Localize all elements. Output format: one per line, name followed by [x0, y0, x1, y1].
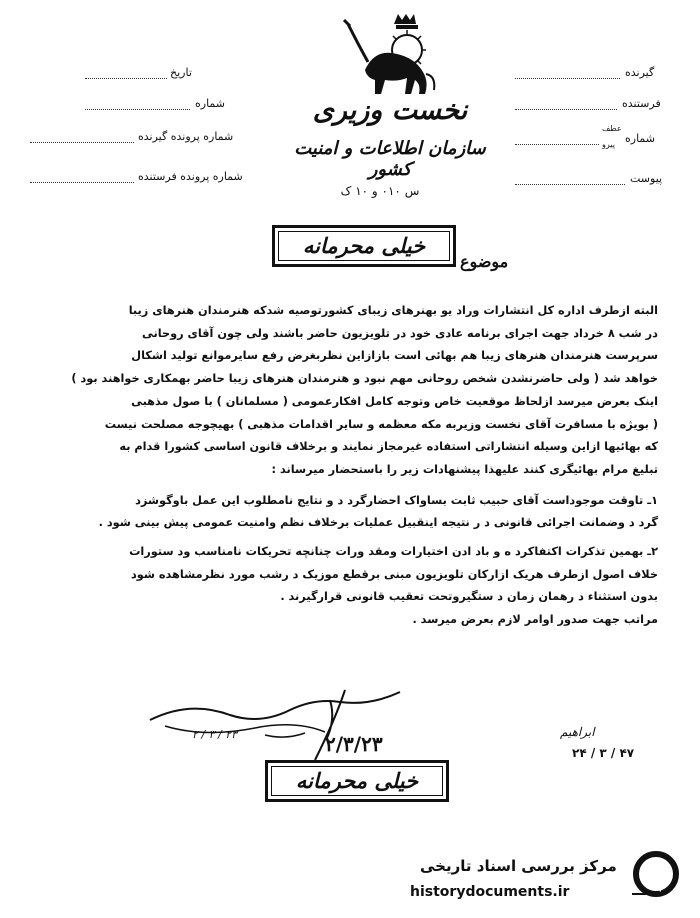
number-line [85, 109, 190, 110]
body-line: در شب ۸ خرداد جهت اجرای برنامه عادی خود در تلویزیون حاضر باشند ولی چون آقای روحانی [142, 326, 658, 340]
lion-and-sun-emblem [330, 12, 440, 102]
signature-right-date: ۲۴ / ۳ / ۴۷ [572, 746, 635, 760]
org-subtitle: سازمان اطلاعات و امنیت کشور [294, 138, 486, 180]
sender-line [515, 109, 617, 110]
watermark-name: مرکز بررسی اسناد تاریخی [420, 857, 617, 875]
signature-scribble [145, 680, 445, 770]
watermark-logo-icon [624, 850, 684, 900]
date-label: تاریخ [170, 66, 192, 79]
recipient-file-number-line [30, 142, 134, 143]
body-line: بدون استثناء د رهمان زمان د ستگیروتحت تعقیب قانونی قرارگیرند . [280, 590, 658, 604]
signature-right-note: ابراهیم [560, 725, 595, 739]
ref-number-label: شماره [625, 132, 656, 145]
number-label: شماره [195, 97, 226, 110]
classification-stamp-bottom-text: خیلی محرمانه [271, 766, 443, 796]
recipient-line [515, 78, 620, 79]
ref-peyro-label: پیرو [602, 140, 615, 149]
body-line: ( بویژه با مسافرت آقای نخست وزیربه مکه معظمه و سایر اقدامات مذهبی ) بهیچوجه مصلحت نیست [104, 417, 658, 431]
reference-code: س ۰۱۰ و ۱۰ ک [340, 184, 420, 198]
classification-stamp-top [272, 225, 456, 267]
classification-stamp-top-text: خیلی محرمانه [278, 231, 450, 261]
body-line: ۱ـ تاوقت موجوداست آقای حبیب ثابت بساواک احضارگرد د و نتایج نامطلوب این عمل باوگوشزد [135, 493, 658, 507]
letter-body [48, 300, 658, 632]
ref-atf-label: عطف [602, 124, 622, 133]
ref-number-line [515, 144, 599, 145]
body-line: خلاف اصول ازطرف هریک ازارکان تلویزیون مبنی برقطع موزیک د رشب مورد نظرمشاهده شود [130, 567, 658, 581]
body-line: خواهد شد ( ولی حاضرنشدن شخص روحانی مهم نبود و هنرمندان هنرهای زیبا حاضر بهمکاری خواهند بود ) [71, 372, 658, 386]
body-line: گرد د وضمانت اجرائی قانونی د ر نتیجه اینقبیل عملیات برخلاف نظم وامنیت عمومی پیش بینی شود . [98, 516, 658, 530]
recipient-label: گیرنده [625, 66, 655, 79]
signature-left-note: ۲ / ۳ / ۲۳ [192, 728, 238, 741]
sender-file-number-label: شماره پرونده فرستنده [138, 170, 243, 183]
attachment-line [515, 184, 625, 185]
signature-date: ۲/۳/۲۳ [325, 732, 383, 756]
classification-stamp-bottom [265, 760, 449, 802]
org-title: نخست وزیری [312, 95, 468, 126]
sender-file-number-line [30, 182, 134, 183]
body-line: البته ازطرف اداره کل انتشارات وراد یو بهنرهای زیبای کشورتوصیه شدکه هنرمندان هنرهای زیبا [128, 304, 658, 317]
body-line: ۲ـ بهمین تذکرات اکتفاکرد ه و باد ادن اختیارات ومقد ورات چنانچه تحریکات نامناسب ود ستورات [129, 545, 658, 559]
body-line: اینک بعرض میرسد ازلحاظ موقعیت خاص وتوجه کامل افکارعمومی ( مسلمانان ) با صول مذهبی [131, 394, 658, 408]
attachment-label: پیوست [630, 172, 663, 185]
watermark-url: historydocuments.ir [410, 884, 570, 900]
body-line: مراتب جهت صدور اوامر لازم بعرض میرسد . [412, 613, 658, 627]
recipient-file-number-label: شماره پرونده گیرنده [138, 130, 234, 143]
body-line: تبلیغ مرام بهائیگری کنند علیهذا پیشنهادات زیر را باستحضار میرساند : [271, 462, 658, 476]
body-line: سرپرست هنرمندان هنرهای زیبا هم بهائی است بازازاین نظربغرض رفع سایرموانع تولید اشکال [131, 349, 658, 363]
sender-label: فرستنده [622, 97, 661, 110]
date-line [85, 78, 167, 79]
body-line: که بهائیها ازاین وسیله انتشاراتی استفاده غیرمجاز نمایند و برخلاف قانون اساسی کشورا قدام به [119, 440, 658, 454]
subject-label: موضوع [460, 252, 509, 271]
